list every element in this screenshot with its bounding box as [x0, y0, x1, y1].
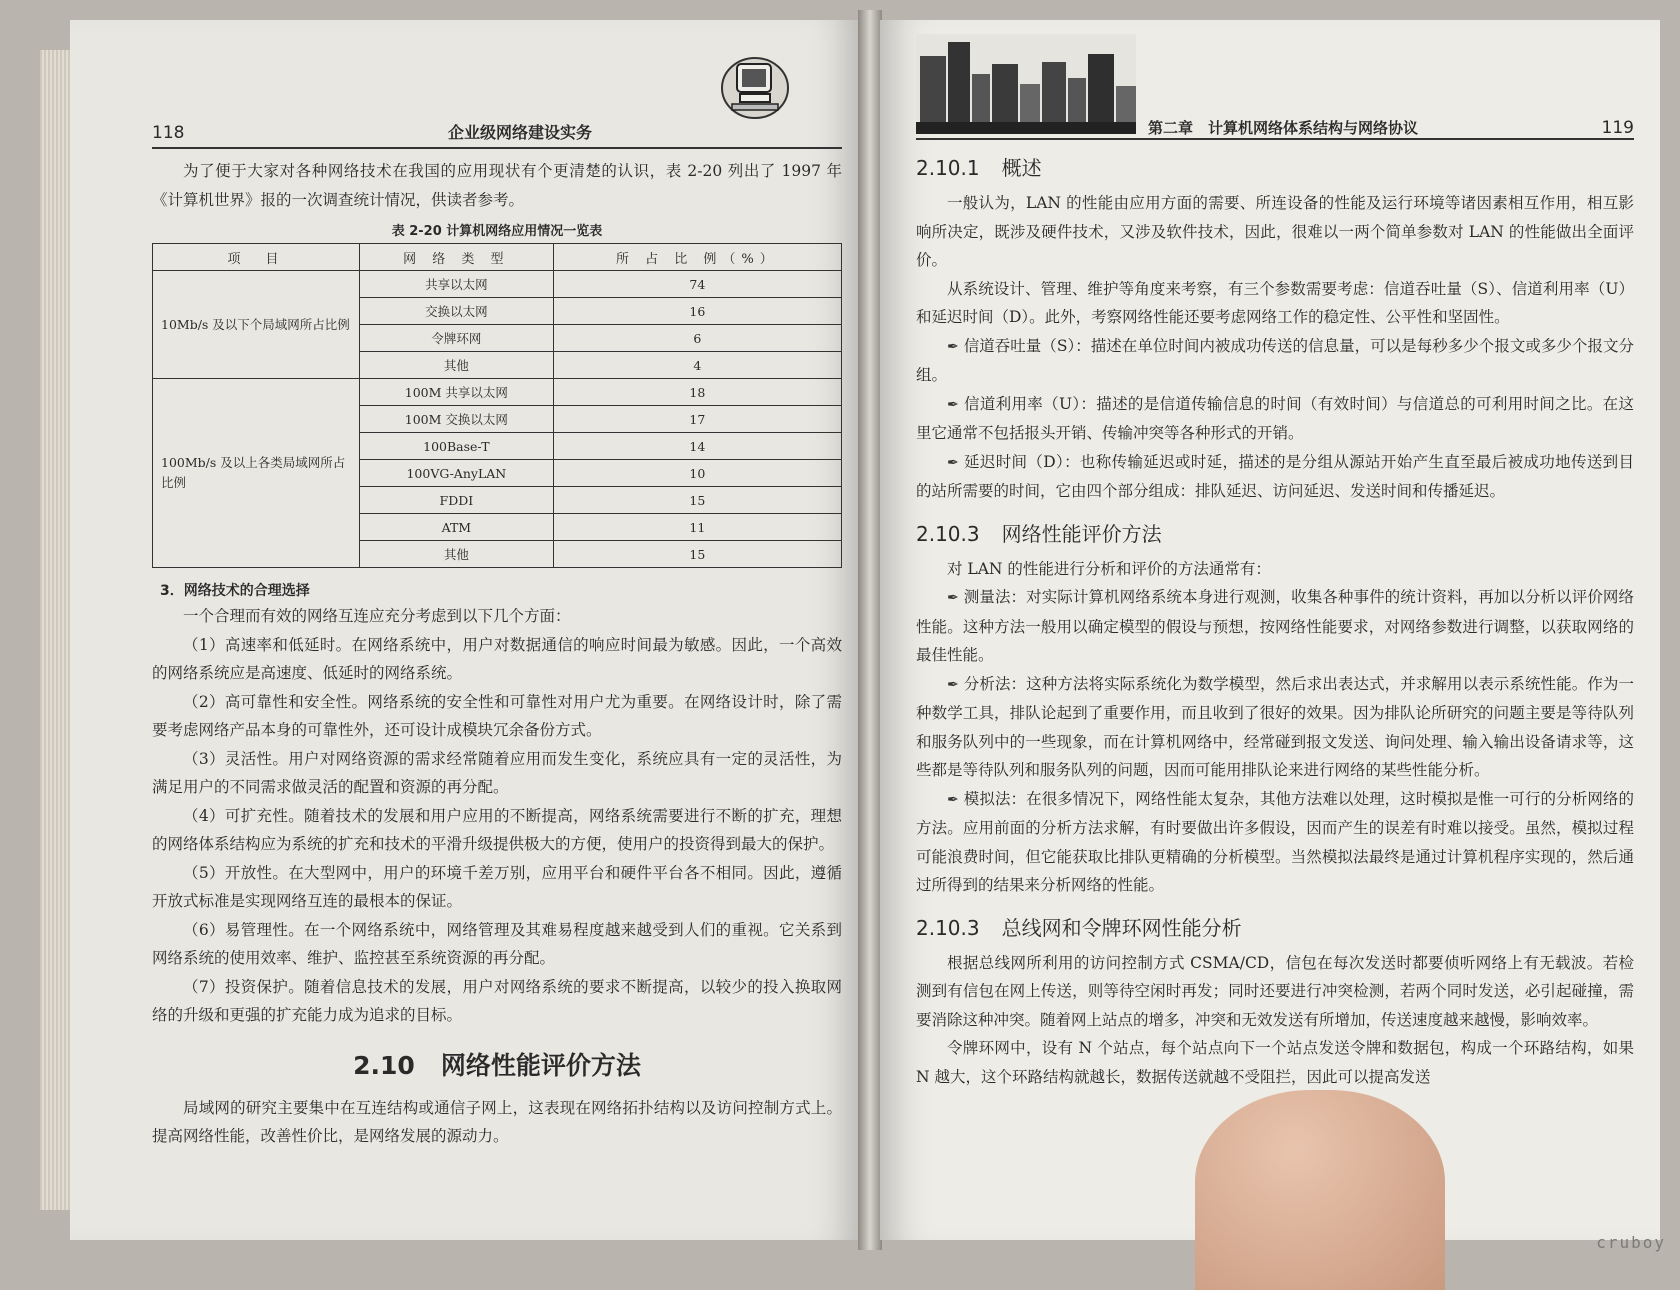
percent-cell: 15	[553, 487, 841, 514]
type-cell: 100Base-T	[360, 433, 554, 460]
table-caption: 表 2-20 计算机网络应用情况一览表	[391, 224, 603, 239]
bullet-text: 延迟时间（D）：也称传输延迟或时延，描述的是分组从源站开始产生直至最后被成功地传送到目的站所需要的时间，它由四个部分组成：排队延迟、访问延迟、发送时间和传播延迟。	[916, 452, 1634, 500]
body-paragraph: 一个合理而有效的网络互连应充分考虑到以下几个方面：	[183, 607, 571, 625]
bullet-text: 分析法：这种方法将实际系统化为数学模型，然后求出表达式，并求解用以表示系统性能。作为一种数学工具，排队论起到了重要作用，而且收到了很好的效果。因为排队论所研究的问题主要是等待队列和服务队列中的一些现象，而在计算机网络中，经常碰到报文发送、询问处理、输入输出设备请求等，这些都是等待队列和服务队列的问题，因而可能用排队论来进行网络的某些性能分析。	[916, 674, 1634, 779]
pen-bullet-icon: ✒	[947, 590, 959, 606]
pen-bullet-icon: ✒	[947, 338, 959, 355]
type-cell: 其他	[360, 352, 554, 379]
finger-holding-page	[1195, 1090, 1445, 1290]
header-rule	[916, 138, 1634, 140]
subsection-title: 总线网和令牌环网性能分析	[1001, 915, 1242, 940]
type-cell: 100M 交换以太网	[360, 406, 554, 433]
bullet-item	[916, 390, 1634, 448]
subsection-heading-evaluation	[916, 518, 1634, 547]
watermark: cruboy	[1596, 1233, 1666, 1252]
bullet-text: 模拟法：在很多情况下，网络性能太复杂，其他方法难以处理，这时模拟是惟一可行的分析网络的方法。应用前面的分析方法求解，有时要做出许多假设，因而产生的误差有时难以接受。虽然，模拟过程可能浪费时间，但它能获取比排队更精确的分析模型。当然模拟法最终是通过计算机程序实现的，然后通过所得到的结果来分析网络的性能。	[916, 789, 1634, 894]
type-cell: 100VG-AnyLAN	[360, 460, 554, 487]
percent-cell: 74	[553, 271, 841, 298]
body-paragraph: （2）高可靠性和安全性。网络系统的安全性和可靠性对用户尤为重要。在网络设计时，除了需要考虑网络产品本身的可靠性外，还可设计成模块冗余备份方式。	[152, 692, 842, 739]
type-cell: 共享以太网	[360, 271, 554, 298]
body-paragraph: （6）易管理性。在一个网络系统中，网络管理及其难易程度越来越受到人们的重视。它关系到网络系统的使用效率、维护、监控甚至系统资源的再分配。	[152, 920, 842, 967]
header-percent: 所 占 比 例（%）	[553, 244, 841, 271]
bullet-text: 测量法：对实际计算机网络系统本身进行观测，收集各种事件的统计资料，再加以分析以评价网络性能。这种方法一般用以确定模型的假设与预想，按网络性能要求，对网络参数进行调整，以获取网络的最佳性能。	[916, 588, 1634, 664]
group-label-100mb: 100Mb/s 及以上各类局域网所占比例	[153, 379, 360, 568]
computer-icon	[720, 50, 790, 120]
left-page	[70, 20, 860, 1240]
city-skyline-image	[916, 34, 1136, 134]
body-paragraph: 对 LAN 的性能进行分析和评价的方法通常有：	[947, 559, 1271, 578]
pen-bullet-icon: ✒	[947, 454, 959, 471]
subsection-heading-bus-token	[916, 912, 1634, 941]
intro-paragraph: 为了便于大家对各种网络技术在我国的应用现状有个更清楚的认识，表 2-20 列出了 1997 年《计算机世界》报的一次调查统计情况，供读者参考。	[152, 162, 842, 209]
percent-cell: 6	[553, 325, 841, 352]
percent-cell: 10	[553, 460, 841, 487]
right-running-header	[916, 20, 1634, 140]
body-paragraph: （3）灵活性。用户对网络资源的需求经常随着应用而发生变化，系统应具有一定的灵活性，为满足用户的不同需求做灵活的配置和资源的再分配。	[152, 749, 842, 796]
header-item: 项 目	[153, 244, 360, 271]
type-cell: 令牌环网	[360, 325, 554, 352]
section-title: 网络性能评价方法	[440, 1050, 641, 1080]
bullet-item	[916, 583, 1634, 670]
subsection-number: 2.10.1	[916, 156, 980, 180]
right-page	[880, 20, 1660, 1240]
table-header-row	[153, 244, 842, 271]
type-cell: 100M 共享以太网	[360, 379, 554, 406]
percent-cell: 4	[553, 352, 841, 379]
percent-cell: 18	[553, 379, 841, 406]
right-page-number: 119	[1601, 118, 1634, 138]
percent-cell: 14	[553, 433, 841, 460]
body-paragraph: （5）开放性。在大型网中，用户的环境千差万别，应用平台和硬件平台各不相同。因此，遵循开放式标准是实现网络互连的最根本的保证。	[152, 863, 842, 910]
percent-cell: 11	[553, 514, 841, 541]
group-label-10mb: 10Mb/s 及以下个局域网所占比例	[153, 271, 360, 379]
body-paragraph: （7）投资保护。随着信息技术的发展，用户对网络系统的要求不断提高，以较少的投入换取网络的升级和更强的扩充能力成为追求的目标。	[152, 977, 842, 1024]
subsection-title: 网络性能评价方法	[1001, 521, 1162, 546]
body-paragraph: （4）可扩充性。随着技术的发展和用户应用的不断提高，网络系统需要进行不断的扩充，理想的网络体系结构应为系统的扩充和技术的平滑升级提供极大的方便，使用户的投资得到最大的保护。	[152, 806, 842, 853]
type-cell: ATM	[360, 514, 554, 541]
chapter-title: 第二章 计算机网络体系结构与网络协议	[1148, 119, 1419, 137]
subsection-number: 2.10.3	[916, 915, 980, 940]
network-usage-table	[152, 243, 842, 568]
pen-bullet-icon: ✒	[947, 676, 959, 693]
book-title: 企业级网络建设实务	[447, 123, 592, 142]
percent-cell: 16	[553, 298, 841, 325]
left-running-header	[152, 120, 842, 149]
bullet-item	[916, 785, 1634, 900]
bullet-text: 信道利用率（U）：描述的是信道传输信息的时间（有效时间）与信道总的可利用时间之比。在这里它通常不包括报头开销、传输冲突等各种形式的开销。	[916, 394, 1634, 442]
body-paragraph: （1）高速率和低延时。在网络系统中，用户对数据通信的响应时间最为敏感。因此，一个高效的网络系统应是高速度、低延时的网络系统。	[152, 635, 842, 682]
body-paragraph: 一般认为，LAN 的性能由应用方面的需要、所连设备的性能及运行环境等诸因素相互作用，相互影响所决定，既涉及硬件技术，又涉及软件技术，因此，很难以一两个简单参数对 LAN 的性能做出全面评价。	[916, 194, 1634, 269]
type-cell: 交换以太网	[360, 298, 554, 325]
pen-bullet-icon: ✒	[947, 396, 959, 413]
table-row	[153, 379, 842, 406]
bullet-item	[916, 332, 1634, 390]
subsection-heading-overview	[916, 152, 1634, 181]
subsection-title: 概述	[1001, 156, 1042, 180]
header-type: 网 络 类 型	[360, 244, 554, 271]
percent-cell: 17	[553, 406, 841, 433]
body-paragraph: 根据总线网所利用的访问控制方式 CSMA/CD，信包在每次发送时都要侦听网络上有无载波。若检测到有信包在网上传送，则等待空闲时再发；同时还要进行冲突检测，若两个同时发送，必引起碰撞，需要消除这种冲突。随着网上站点的增多，冲突和无效发送有所增加，传送速度越来越慢，影响效率。	[916, 953, 1634, 1029]
pen-bullet-icon: ✒	[947, 791, 959, 808]
bullet-item	[916, 448, 1634, 506]
section-heading	[152, 1046, 842, 1082]
body-paragraph: 从系统设计、管理、维护等角度来考察，有三个参数需要考虑：信道吞吐量（S）、信道利用率（U）和延迟时间（D）。此外，考察网络性能还要考虑网络工作的稳定性、公平性和坚固性。	[916, 279, 1634, 326]
left-page-number: 118	[152, 123, 185, 143]
book-gutter	[858, 10, 882, 1250]
percent-cell: 15	[553, 541, 841, 568]
subsection-number: 2.10.3	[916, 521, 980, 546]
type-cell: FDDI	[360, 487, 554, 514]
body-paragraph: 令牌环网中，设有 N 个站点，每个站点向下一个站点发送令牌和数据包，构成一个环路结构，如果 N 越大，这个环路结构就越长，数据传送就越不受阻拦，因此可以提高发送	[916, 1039, 1634, 1086]
subsection-heading: 3．网络技术的合理选择	[160, 583, 310, 599]
table-row	[153, 271, 842, 298]
section-intro: 局域网的研究主要集中在互连结构或通信子网上，这表现在网络拓扑结构以及访问控制方式上。提高网络性能，改善性价比，是网络发展的源动力。	[152, 1098, 842, 1145]
section-number: 2.10	[353, 1050, 415, 1080]
bullet-item	[916, 670, 1634, 785]
bullet-text: 信道吞吐量（S）：描述在单位时间内被成功传送的信息量，可以是每秒多少个报文或多少个报文分组。	[916, 336, 1634, 384]
type-cell: 其他	[360, 541, 554, 568]
page-edge	[40, 50, 74, 1210]
